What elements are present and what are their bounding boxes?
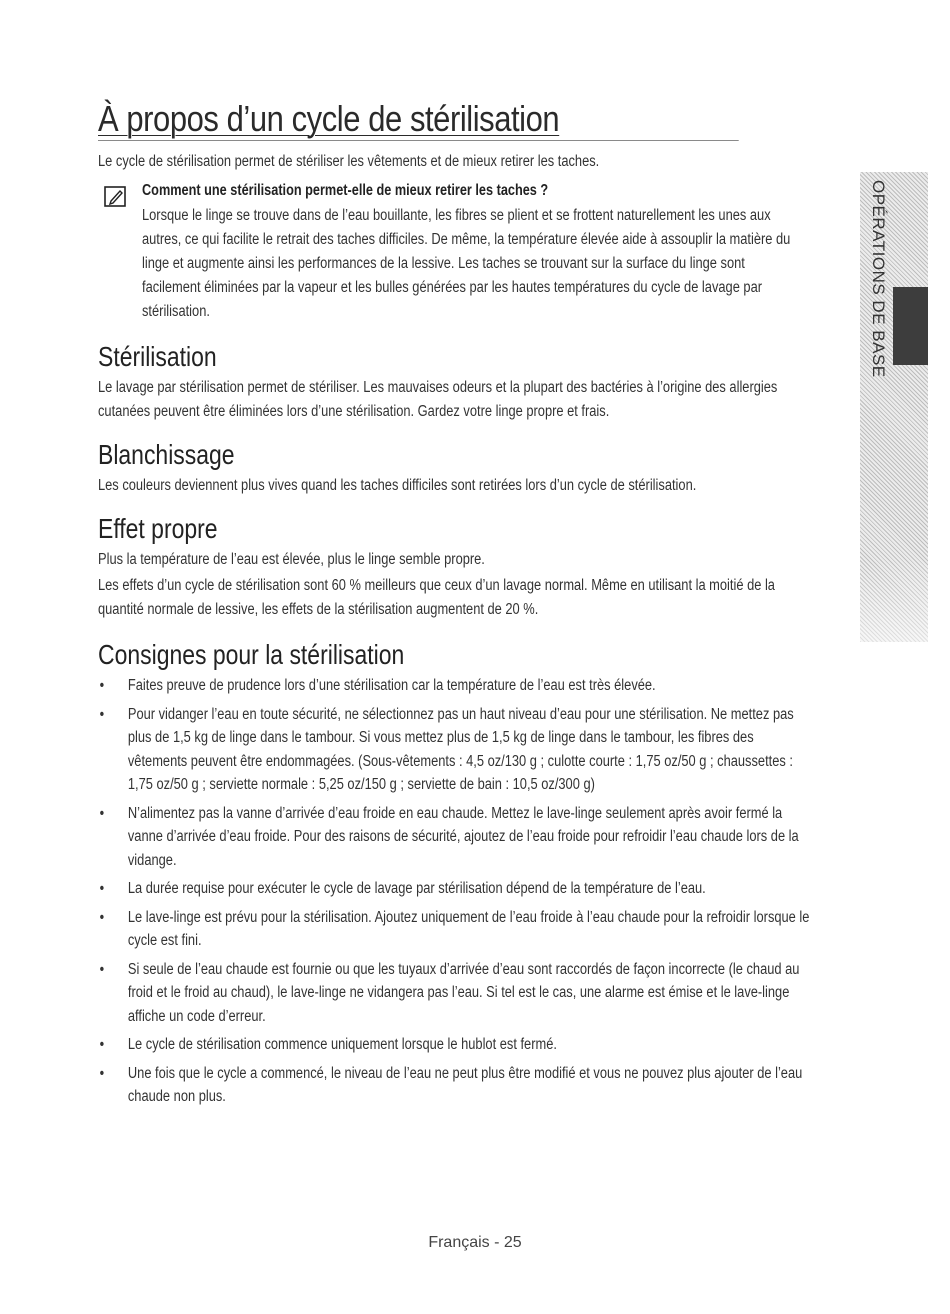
bullet-icon: •: [99, 705, 105, 723]
section-title-effet: Effet propre: [98, 513, 218, 544]
bullet-icon: •: [99, 960, 105, 978]
page-title: À propos d’un cycle de stérilisation: [98, 98, 739, 141]
list-item: • N’alimentez pas la vanne d’arrivée d’eau froide en eau chaude. Mettez le lave-linge seulement après avoir fermé la vanne d’arrivée d’eau froide. Pour des raisons de sécurité, ajoutez de l’eau froide pour refroidir l’eau chaude lors de la vidange.: [98, 802, 812, 873]
bullet-icon: •: [99, 1036, 105, 1053]
section-text-sterilisation: Le lavage par stérilisation permet de stériliser. Les mauvaises odeurs et la plupart des bactéries à l’origine des allergies cutanées peuvent être éliminées lors d’une stérilisation. Gardez votre linge propre et frais.: [98, 379, 778, 420]
note-question: Comment une stérilisation permet-elle de mieux retirer les taches ?: [142, 182, 549, 199]
intro-text: Le cycle de stérilisation permet de stériliser les vêtements et de mieux retirer les taches.: [98, 153, 600, 170]
bullet-icon: •: [99, 804, 105, 822]
list-item: • La durée requise pour exécuter le cycle de lavage par stérilisation dépend de la température de l’eau.: [98, 877, 812, 901]
note-pencil-icon: [104, 186, 128, 208]
note-answer: Lorsque le linge se trouve dans de l’eau bouillante, les fibres se plient et se frottent naturellement les unes aux autres, ce qui facilite le retrait des taches difficiles. De même, la température élevée aide à assouplir la matière du linge et augmente ainsi les performances de la lessive. Les taches se trouvant sur la surface du linge sont facilement éliminées par la vapeur et les bulles générées par les hautes températures du cycle de lavage par stérilisation.: [142, 207, 791, 320]
list-item: • Le cycle de stérilisation commence uniquement lorsque le hublot est fermé.: [98, 1033, 812, 1057]
bullet-icon: •: [99, 1064, 105, 1082]
section-title-blanchissage: Blanchissage: [98, 439, 235, 470]
page-footer: Français - 25: [428, 1234, 522, 1251]
section-text-effet-1: Plus la température de l’eau est élevée, plus le linge semble propre.: [98, 551, 485, 568]
side-tab-fade: [860, 560, 928, 642]
bullet-icon: •: [99, 880, 105, 897]
list-item: • Une fois que le cycle a commencé, le niveau de l’eau ne peut plus être modifié et vous ne pouvez plus ajouter de l’eau chaude non plus.: [98, 1062, 812, 1109]
bullet-icon: •: [99, 908, 105, 926]
section-text-effet-2: Les effets d’un cycle de stérilisation sont 60 % meilleurs que ceux d’un lavage normal. Même en utilisant la moitié de la quantité normale de lessive, les effets de la stérilisation augmentent de 20 %.: [98, 577, 775, 618]
list-item: • Faites preuve de prudence lors d’une stérilisation car la température de l’eau est très élevée.: [98, 674, 812, 698]
section-text-blanchissage: Les couleurs deviennent plus vives quand les taches difficiles sont retirées lors d’un cycle de stérilisation.: [98, 477, 697, 494]
list-item: • Le lave-linge est prévu pour la stérilisation. Ajoutez uniquement de l’eau froide à l’eau chaude pour la refroidir lorsque le cycle est fini.: [98, 906, 812, 953]
section-title-consignes: Consignes pour la stérilisation: [98, 639, 405, 670]
list-item: • Pour vidanger l’eau en toute sécurité, ne sélectionnez pas un haut niveau d’eau pour une stérilisation. Ne mettez pas plus de 1,5 kg de linge dans le tambour. Si vous mettez plus de 1,5 kg de linge dans le tambour, les fibres des vêtements peuvent être endommagées. (Sous-vêtements : 4,5 oz/130 g ; culotte courte : 1,75 oz/50 g ; chaussettes : 1,75 oz/50 g ; serviette normale : 5,25 oz/150 g ; serviette de bain : 10,5 oz/300 g): [98, 703, 812, 797]
chapter-label: OPÉRATIONS DE BASE: [869, 180, 888, 378]
side-tab-marker: [893, 287, 928, 365]
section-title-sterilisation: Stérilisation: [98, 341, 217, 372]
consignes-list: [98, 674, 812, 1114]
list-item: • Si seule de l’eau chaude est fournie ou que les tuyaux d’arrivée d’eau sont raccordés de façon incorrecte (le chaud au froid et le froid au chaud), le lave-linge ne vidangera pas l’eau. Si tel est le cas, une alarme est émise et le lave-linge affiche un code d’erreur.: [98, 958, 812, 1029]
bullet-icon: •: [99, 677, 105, 694]
